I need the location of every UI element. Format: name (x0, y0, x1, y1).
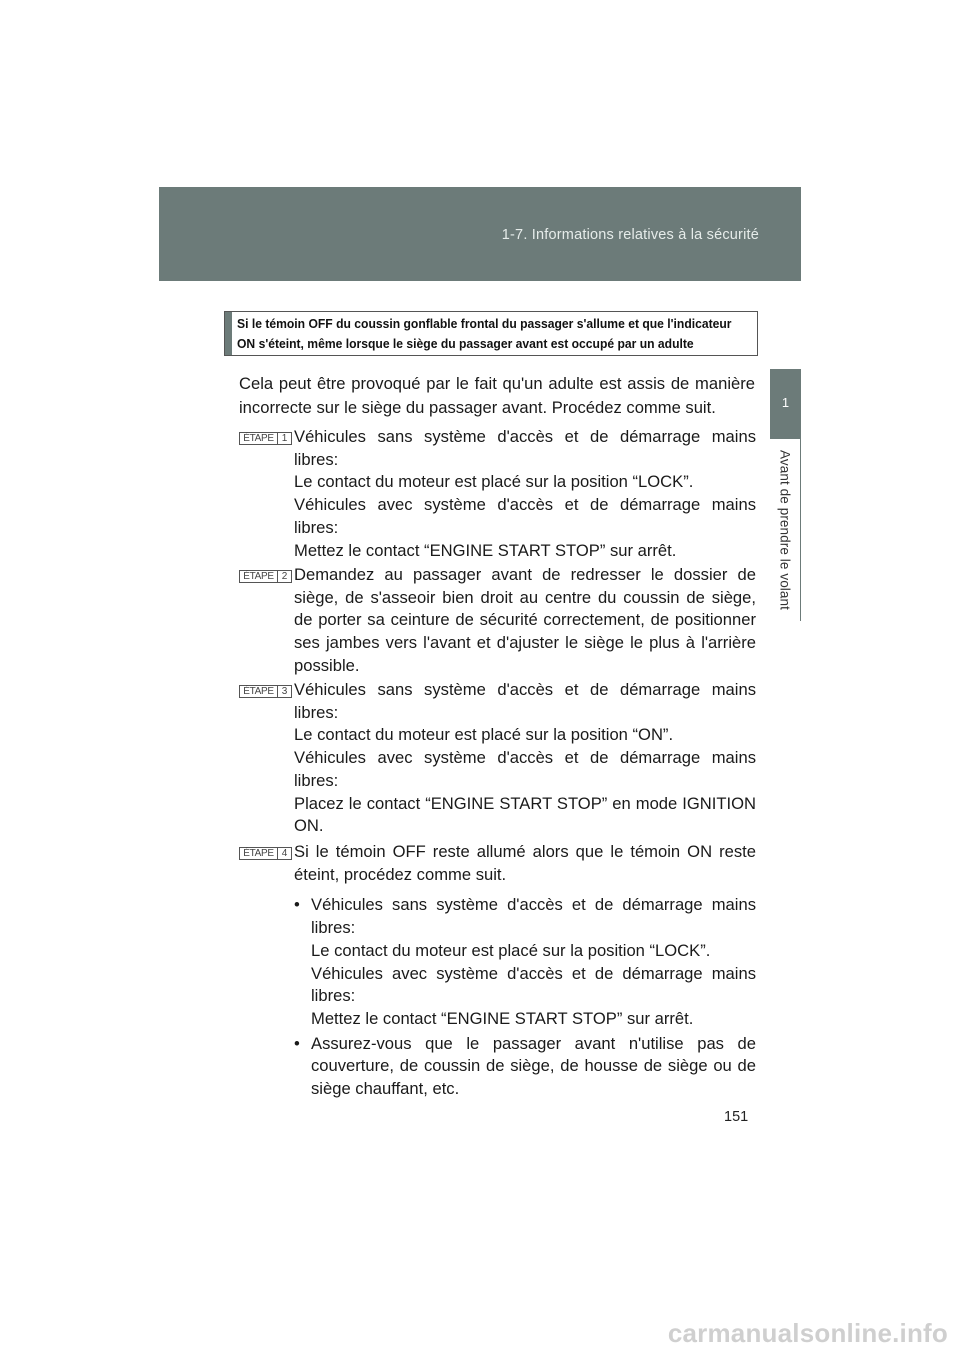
section-heading-line-2: ON s'éteint, même lorsque le siège du passager avant est occupé par un adulte (237, 336, 694, 351)
bullet-line: Véhicules sans système d'accès et de démarrage mains libres: (311, 895, 756, 938)
step-body (294, 426, 756, 562)
step-body (294, 841, 756, 1101)
step-line: Le contact du moteur est placé sur la position “ON”. (294, 725, 674, 745)
header-band (159, 187, 801, 281)
step-badge (239, 570, 292, 583)
step-line: Demandez au passager avant de redresser le dossier de siège, de s'asseoir bien droit au centre du coussin de siège, de porter sa ceinture de sécurité correctement, de positionner ses jambes vers l'avant et d'ajuster le siège le plus à l'arrière possible. (294, 565, 756, 675)
step-line: Véhicules avec système d'accès et de démarrage mains libres: (294, 495, 756, 537)
section-heading-box (224, 311, 758, 356)
chapter-tab (770, 369, 801, 439)
intro-paragraph: Cela peut être provoqué par le fait qu'un adulte est assis de manière incorrecte sur le siège du passager avant. Procédez comme suit. (239, 374, 755, 417)
bullet-marker: • (294, 895, 300, 915)
header-section-title: 1-7. Informations relatives à la sécurité (501, 227, 759, 243)
bullet-line: Assurez-vous que le passager avant n'utilise pas de couverture, de coussin de siège, de housse de siège ou de siège chauffant, etc. (311, 1033, 756, 1099)
chapter-rail-line (800, 439, 801, 621)
step-badge-number: 4 (277, 848, 291, 859)
step-badge (239, 685, 292, 698)
section-heading-bar (225, 312, 232, 355)
step-line: Placez le contact “ENGINE START STOP” en mode IGNITION ON. (294, 793, 756, 836)
step-badge-label: ÉTAPE (243, 848, 274, 859)
bullet-item (294, 894, 756, 1030)
bullet-line: Le contact du moteur est placé sur la position “LOCK”. (311, 940, 711, 960)
step-badge-number: 2 (277, 571, 291, 582)
step-line: Véhicules sans système d'accès et de démarrage mains libres: (294, 680, 756, 722)
step-line: Véhicules avec système d'accès et de démarrage mains libres: (294, 748, 756, 790)
bullet-line: Véhicules avec système d'accès et de démarrage mains libres: (311, 963, 756, 1006)
step-body (294, 564, 756, 678)
bullet-item (294, 1033, 756, 1101)
step-badge-number: 3 (277, 686, 291, 697)
section-heading-line-1: Si le témoin OFF du coussin gonflable frontal du passager s'allume et que l'indicateur (237, 316, 732, 331)
step-body (294, 679, 756, 838)
step-line: Le contact du moteur est placé sur la position “LOCK”. (294, 472, 694, 492)
step-badge (239, 432, 292, 445)
step-line: Si le témoin OFF reste allumé alors que le témoin ON reste éteint, procédez comme suit. (294, 842, 756, 884)
step-badge (239, 847, 292, 860)
step-badge-label: ÉTAPE (243, 686, 274, 697)
bullet-marker: • (294, 1033, 300, 1053)
step-line: Mettez le contact “ENGINE START STOP” sur arrêt. (294, 540, 677, 560)
step-badge-number: 1 (277, 433, 291, 444)
section-heading (237, 314, 732, 354)
step-badge-label: ÉTAPE (243, 433, 274, 444)
step-line: Véhicules sans système d'accès et de démarrage mains libres: (294, 427, 756, 469)
watermark: carmanualsonline.info (667, 1318, 948, 1348)
chapter-number: 1 (781, 395, 790, 410)
bullet-line: Mettez le contact “ENGINE START STOP” sur arrêt. (311, 1008, 694, 1028)
page-number: 151 (724, 1109, 749, 1125)
step-badge-label: ÉTAPE (243, 571, 274, 582)
chapter-label: Avant de prendre le volant (777, 450, 793, 610)
